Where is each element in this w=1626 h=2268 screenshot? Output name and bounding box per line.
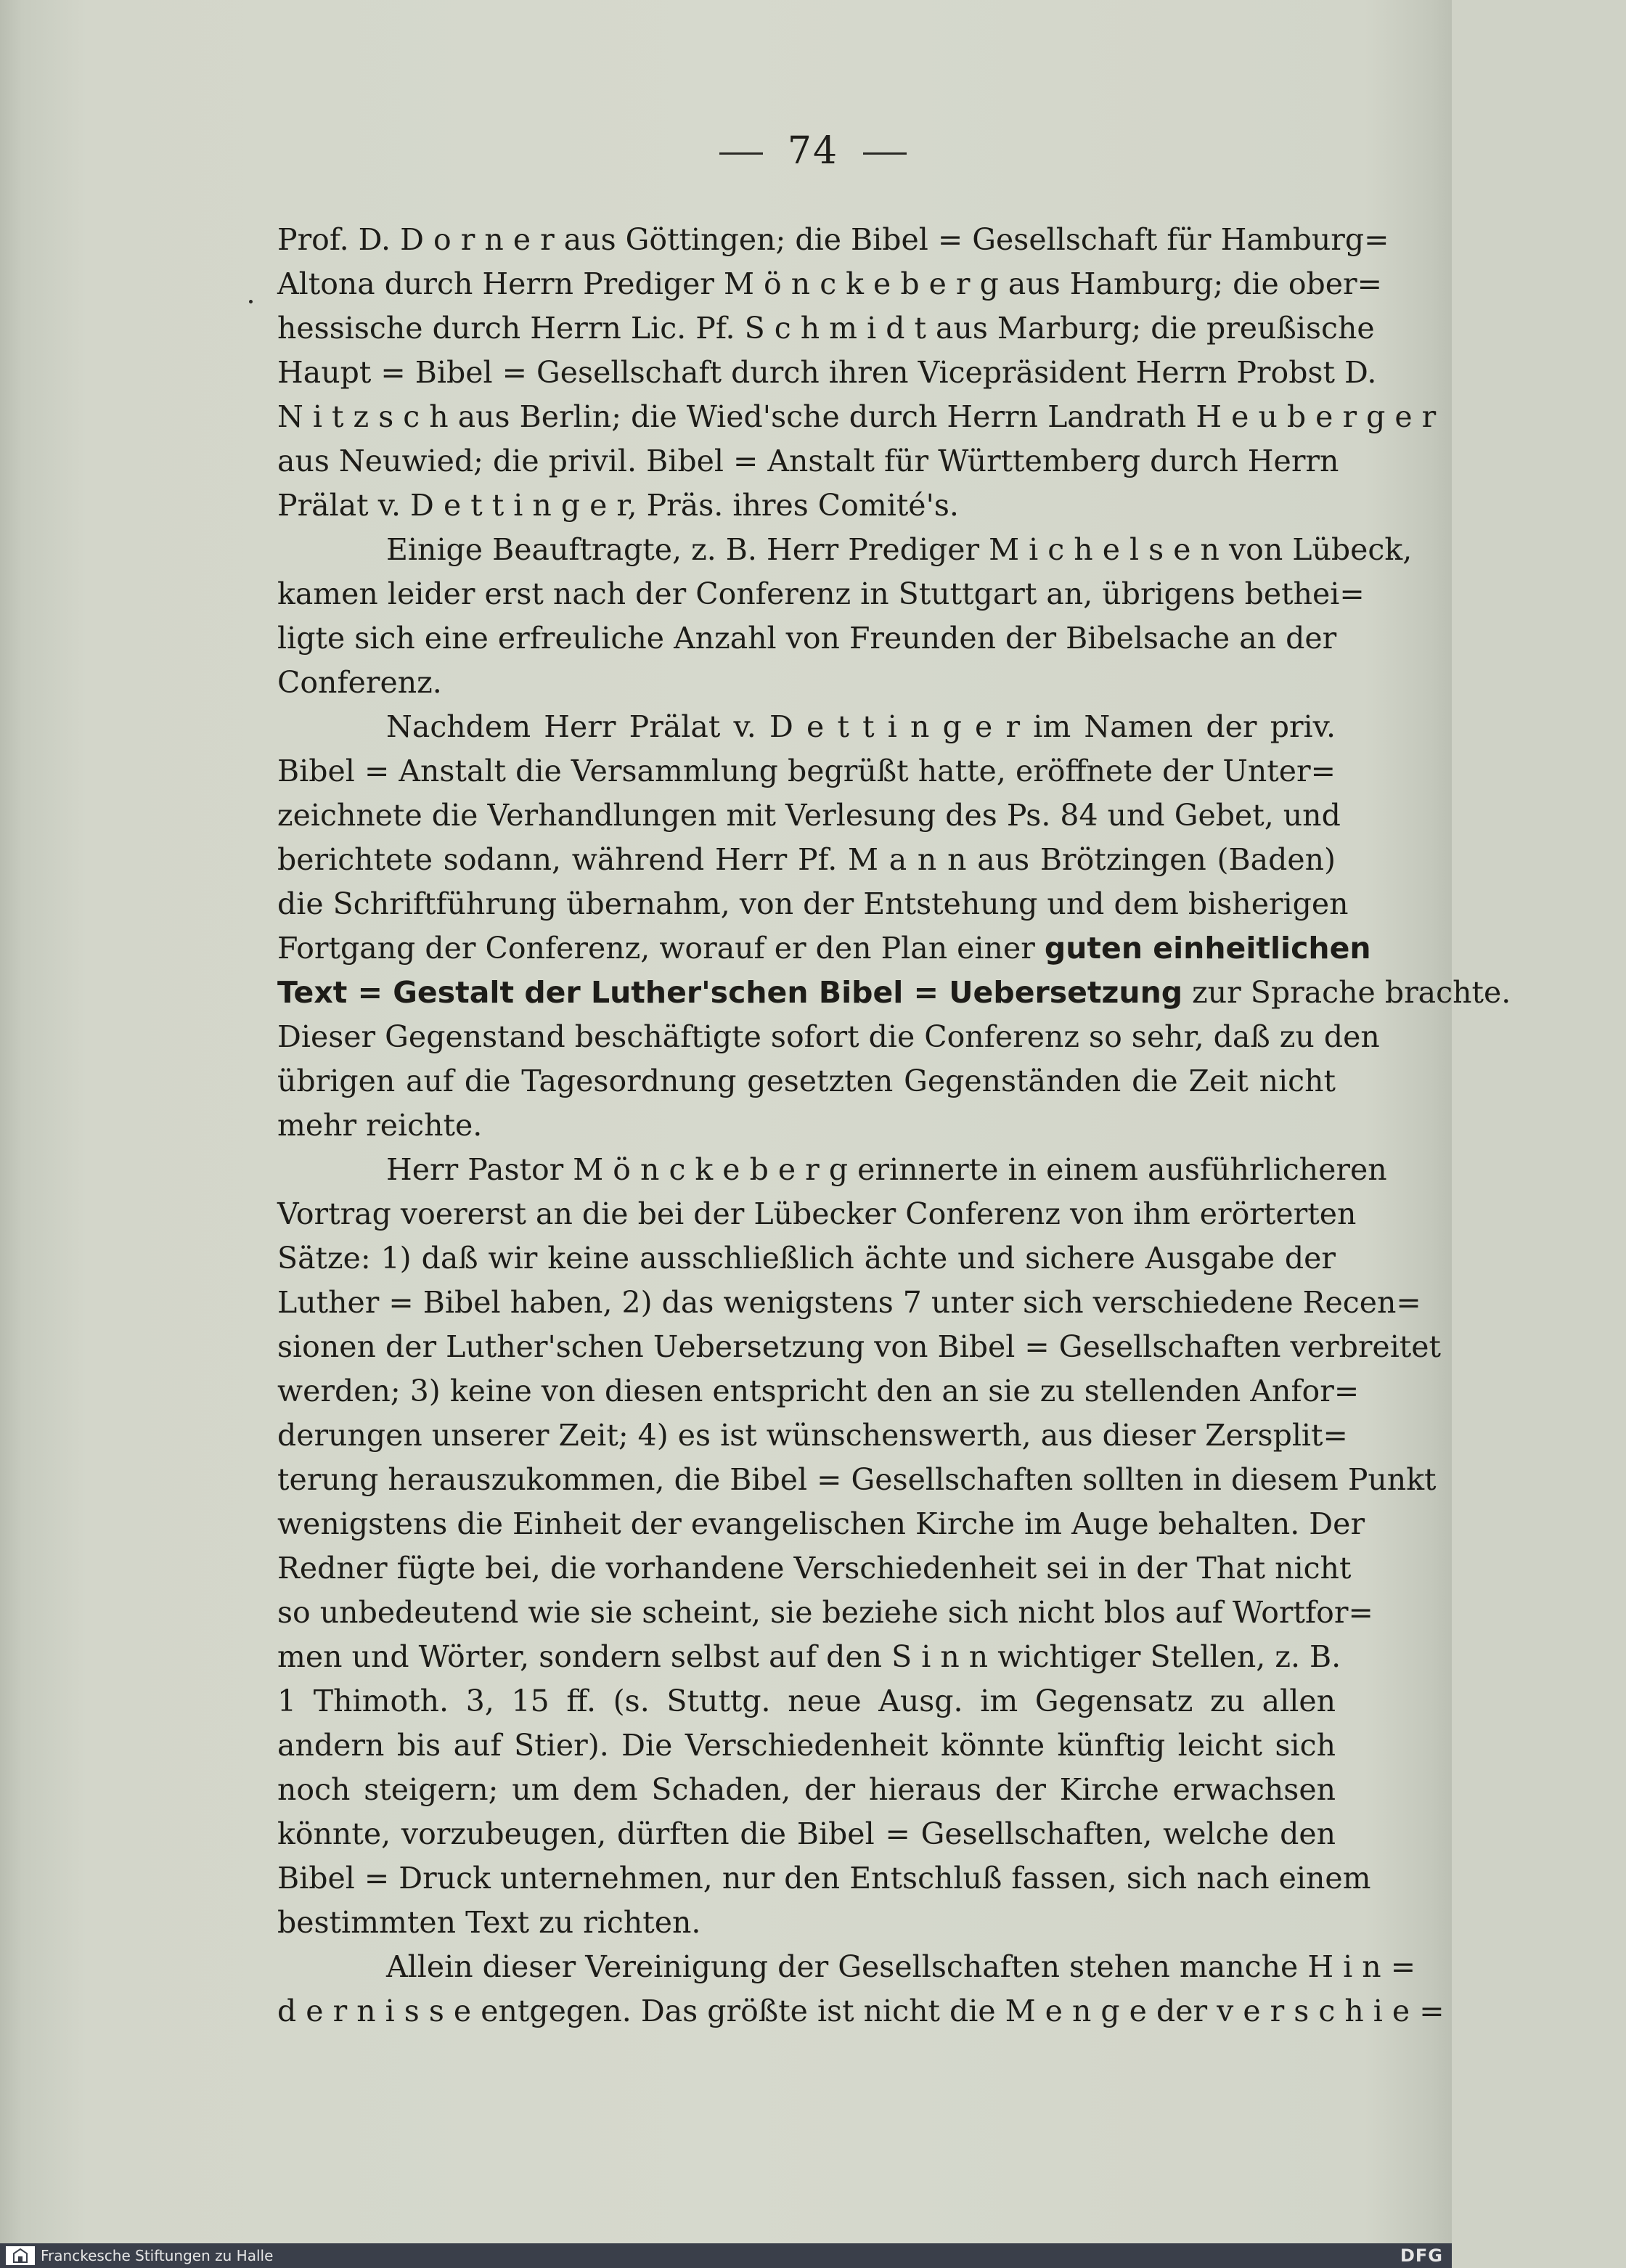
text-line-content: Redner fügte bei, die vorhandene Verschiedenheit sei in der That nicht [277, 1551, 1352, 1586]
text-line-content: Einige Beauftragte, z. B. Herr Prediger M i c h e l s e n von Lübeck, [386, 532, 1413, 567]
text-line-content: Bibel = Anstalt die Versammlung begrüßt hatte, eröffnete der Unter= [277, 754, 1336, 788]
text-line [277, 528, 1413, 572]
text-line [277, 1901, 1336, 1945]
text-line [277, 971, 1511, 1015]
text-line-content: Haupt = Bibel = Gesellschaft durch ihren Vicepräsident Herrn Probst D. [277, 355, 1377, 390]
page-number-value: 74 [787, 129, 839, 173]
text-line-content: Allein dieser Vereinigung der Gesellschaften stehen manche H i n = [386, 1949, 1416, 1984]
text-line [277, 1148, 1387, 1192]
text-line [277, 838, 1336, 882]
text-line [277, 1015, 1380, 1059]
text-line-content: könnte, vorzubeugen, dürften die Bibel = Gesellschaften, welche den [277, 1816, 1336, 1851]
text-line-content: bestimmten Text zu richten. [277, 1905, 701, 1940]
text-line [277, 484, 1336, 528]
text-line-tail: zur Sprache brachte. [1182, 975, 1511, 1010]
footer-bar [0, 2243, 1452, 2268]
text-line-content: Altona durch Herrn Prediger M ö n c k e b e r g aus Hamburg; die ober= [277, 266, 1382, 301]
text-line [277, 572, 1365, 616]
text-line-content: andern bis auf Stier). Die Verschiedenheit könnte künftig leicht sich [277, 1728, 1336, 1763]
text-line [277, 794, 1341, 838]
emphasized-text: guten einheitlichen [1044, 931, 1371, 966]
text-line-content: Prof. D. D o r n e r aus Göttingen; die Bibel = Gesellschaft für Hamburg= [277, 222, 1389, 257]
text-line-content: Prälat v. D e t t i n g e r, Präs. ihres Comité's. [277, 488, 959, 523]
text-line [277, 1325, 1442, 1369]
text-line-content: sionen der Luther'schen Uebersetzung von Bibel = Gesellschaften verbreitet [277, 1329, 1442, 1364]
text-line-content: Luther = Bibel haben, 2) das wenigstens 7 unter sich verschiedene Recen= [277, 1285, 1421, 1320]
text-line [277, 1104, 1336, 1148]
text-line-content: aus Neuwied; die privil. Bibel = Anstalt für Württemberg durch Herrn [277, 444, 1339, 478]
emphasized-text: Text = Gestalt der Luther'schen Bibel = Uebersetzung [277, 975, 1183, 1010]
text-line-content: d e r n i s s e entgegen. Das größte ist nicht die M e n g e der v e r s c h i e = [277, 1994, 1445, 2028]
footer-left [0, 2246, 273, 2265]
text-line-content: Dieser Gegenstand beschäftigte sofort die Conferenz so sehr, daß zu den [277, 1019, 1380, 1054]
page-number [0, 129, 1626, 173]
text-line-content: übrigen auf die Tagesordnung gesetzten Gegenständen die Zeit nicht [277, 1064, 1336, 1098]
text-line-content: zeichnete die Verhandlungen mit Verlesung des Ps. 84 und Gebet, und [277, 798, 1341, 833]
text-line-content: Bibel = Druck unternehmen, nur den Entschluß fassen, sich nach einem [277, 1861, 1371, 1896]
text-line [277, 1281, 1421, 1325]
text-line [277, 395, 1437, 439]
text-line-content: ligte sich eine erfreuliche Anzahl von Freunden der Bibelsache an der [277, 621, 1337, 656]
text-line-content: 1 Thimoth. 3, 15 ff. (s. Stuttg. neue Ausg. im Gegensatz zu allen [277, 1684, 1336, 1718]
text-line-content: wenigstens die Einheit der evangelischen Kirche im Auge behalten. Der [277, 1506, 1365, 1541]
text-line [277, 1591, 1373, 1635]
text-line-content: berichtete sodann, während Herr Pf. M a n n aus Brötzingen (Baden) [277, 842, 1336, 877]
text-line-content: hessische durch Herrn Lic. Pf. S c h m i d t aus Marburg; die preußische [277, 311, 1375, 346]
text-line [277, 1369, 1360, 1414]
footer-institution-name: Franckesche Stiftungen zu Halle [41, 2247, 274, 2264]
text-line [277, 1635, 1341, 1679]
text-line [277, 1812, 1336, 1856]
text-line-content: Vortrag voererst an die bei der Lübecker Conferenz von ihm erörterten [277, 1196, 1357, 1231]
text-line-content: noch steigern; um dem Schaden, der hieraus der Kirche erwachsen [277, 1772, 1336, 1807]
margin-mark [249, 300, 253, 303]
text-line [277, 882, 1349, 926]
text-line [277, 1059, 1336, 1104]
text-line [277, 262, 1382, 306]
text-line [277, 705, 1336, 749]
text-line [277, 306, 1375, 351]
text-line [277, 661, 1336, 705]
text-line [277, 926, 1371, 971]
text-line [277, 1768, 1336, 1812]
text-line-content: Herr Pastor M ö n c k e b e r g erinnerte in einem ausführlicheren [386, 1152, 1387, 1187]
text-line-content: derungen unserer Zeit; 4) es ist wünschenswerth, aus dieser Zersplit= [277, 1418, 1348, 1453]
text-line [277, 1414, 1348, 1458]
text-line-content: kamen leider erst nach der Conferenz in Stuttgart an, übrigens bethei= [277, 576, 1365, 611]
text-line [277, 439, 1339, 484]
text-line [277, 1546, 1352, 1591]
text-line [277, 1724, 1336, 1768]
text-line-content: die Schriftführung übernahm, von der Entstehung und dem bisherigen [277, 886, 1349, 921]
text-line-content: Conferenz. [277, 665, 442, 700]
text-line [277, 218, 1389, 262]
text-line-content: terung herauszukommen, die Bibel = Gesellschaften sollten in diesem Punkt [277, 1462, 1437, 1497]
text-line-content: men und Wörter, sondern selbst auf den S i n n wichtiger Stellen, z. B. [277, 1639, 1341, 1674]
dash-right [863, 152, 907, 155]
text-line [277, 1236, 1336, 1281]
text-line [277, 1192, 1357, 1236]
text-line-content: Sätze: 1) daß wir keine ausschließlich ächte und sichere Ausgabe der [277, 1241, 1336, 1276]
text-line-content: mehr reichte. [277, 1108, 483, 1143]
text-line [277, 1856, 1371, 1901]
text-line [277, 616, 1336, 661]
footer-dfg-label: DFG [1400, 2245, 1443, 2266]
body-text [277, 218, 1511, 2034]
dash-left [719, 152, 763, 155]
text-line-content: Fortgang der Conferenz, worauf er den Plan einer [277, 931, 1035, 966]
text-line-content: so unbedeutend wie sie scheint, sie beziehe sich nicht blos auf Wortfor= [277, 1595, 1373, 1630]
text-line [277, 1679, 1336, 1724]
text-line-content: werden; 3) keine von diesen entspricht den an sie zu stellenden Anfor= [277, 1374, 1360, 1408]
institution-logo-icon [6, 2246, 35, 2265]
text-line-content: N i t z s c h aus Berlin; die Wied'sche durch Herrn Landrath H e u b e r g e r [277, 399, 1437, 434]
text-line-content: Nachdem Herr Prälat v. D e t t i n g e r im Namen der priv. [386, 709, 1336, 744]
text-line [277, 351, 1377, 395]
text-line [277, 749, 1336, 794]
text-line [277, 1989, 1445, 2034]
text-line [277, 1458, 1437, 1502]
text-line [277, 1945, 1416, 1989]
text-line [277, 1502, 1365, 1546]
